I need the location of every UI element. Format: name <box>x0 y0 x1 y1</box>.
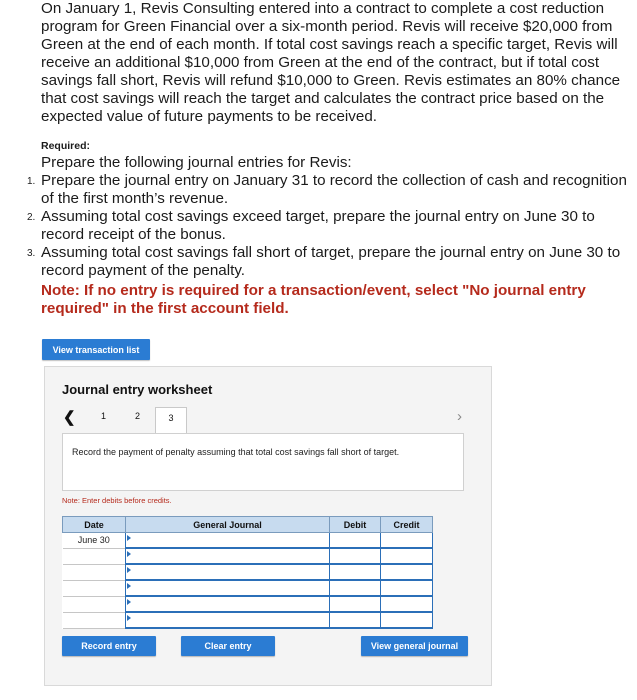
table-row <box>63 533 433 549</box>
requirement-1 <box>0 172 630 208</box>
journal-table <box>62 516 433 629</box>
chevron-left-icon[interactable]: ❮ <box>63 409 76 426</box>
debit-input[interactable] <box>330 533 381 549</box>
table-row <box>63 612 433 628</box>
account-select[interactable] <box>126 548 330 564</box>
journal-header-row <box>63 517 433 533</box>
date-cell <box>63 564 126 580</box>
debit-column-header: Debit <box>330 517 381 533</box>
table-row <box>63 564 433 580</box>
transaction-description-box <box>62 433 464 491</box>
requirement-text: Assuming total cost savings exceed target, prepare the journal entry on June 30 to record receipt of the bonus. <box>41 208 595 243</box>
debit-input[interactable] <box>330 564 381 580</box>
chevron-right-icon[interactable]: › <box>457 408 462 425</box>
tab-2[interactable]: 2 <box>135 411 141 421</box>
prepare-text: Prepare the following journal entries for Revis: <box>41 154 352 171</box>
debit-input[interactable] <box>330 580 381 596</box>
credit-column-header: Credit <box>381 517 433 533</box>
requirement-3 <box>0 244 630 280</box>
date-cell <box>63 612 126 628</box>
credit-input[interactable] <box>381 533 433 549</box>
debits-before-credits-note: Note: Enter debits before credits. <box>62 496 172 505</box>
debit-input[interactable] <box>330 596 381 612</box>
account-select[interactable] <box>126 564 330 580</box>
problem-intro: On January 1, Revis Consulting entered into a contract to complete a cost reduction program for Green Financial over a six-month period. Revis will receive $20,000 from Green at the end of each month. If total cost savings reach a specific target, Revis will receive an additional $10,000 from Green at the end of the contract, but if total cost savings fall short, Revis will refund $10,000 to Green. Revis estimates an 80% chance that cost savings will reach the target and calculates the contract price based on the expected value of future payments to be received. <box>41 0 621 125</box>
requirement-number: 2. <box>27 212 36 223</box>
no-entry-note: Note: If no entry is required for a transaction/event, select "No journal entry required" in the first account field. <box>41 282 586 317</box>
credit-input[interactable] <box>381 596 433 612</box>
requirement-2 <box>0 208 630 244</box>
clear-entry-button[interactable]: Clear entry <box>181 636 275 656</box>
requirement-text: Assuming total cost savings fall short of target, prepare the journal entry on June 30 to record payment of the penalty. <box>41 244 621 279</box>
tab-3[interactable]: 3 <box>155 407 187 433</box>
requirement-number: 1. <box>27 176 36 187</box>
table-row <box>63 596 433 612</box>
general-journal-column-header: General Journal <box>126 517 330 533</box>
date-cell: June 30 <box>63 533 126 549</box>
transaction-description: Record the payment of penalty assuming that total cost savings fall short of target. <box>72 447 400 457</box>
account-select[interactable] <box>126 533 330 549</box>
credit-input[interactable] <box>381 564 433 580</box>
credit-input[interactable] <box>381 612 433 628</box>
view-general-journal-button[interactable]: View general journal <box>361 636 468 656</box>
debit-input[interactable] <box>330 548 381 564</box>
required-label: Required: <box>41 140 91 152</box>
table-row <box>63 548 433 564</box>
date-cell <box>63 596 126 612</box>
account-select[interactable] <box>126 596 330 612</box>
account-select[interactable] <box>126 612 330 628</box>
requirement-number: 3. <box>27 248 36 259</box>
credit-input[interactable] <box>381 548 433 564</box>
account-select[interactable] <box>126 580 330 596</box>
tab-1[interactable]: 1 <box>101 411 107 421</box>
date-cell <box>63 548 126 564</box>
credit-input[interactable] <box>381 580 433 596</box>
requirement-text: Prepare the journal entry on January 31 to record the collection of cash and recognition of the first month’s revenue. <box>41 172 627 207</box>
date-cell <box>63 580 126 596</box>
date-column-header: Date <box>63 517 126 533</box>
table-row <box>63 580 433 596</box>
worksheet-title: Journal entry worksheet <box>62 382 213 397</box>
requirements-list <box>0 172 630 280</box>
view-transaction-list-button[interactable]: View transaction list <box>42 339 150 360</box>
worksheet-tabs <box>59 407 479 433</box>
record-entry-button[interactable]: Record entry <box>62 636 156 656</box>
debit-input[interactable] <box>330 612 381 628</box>
